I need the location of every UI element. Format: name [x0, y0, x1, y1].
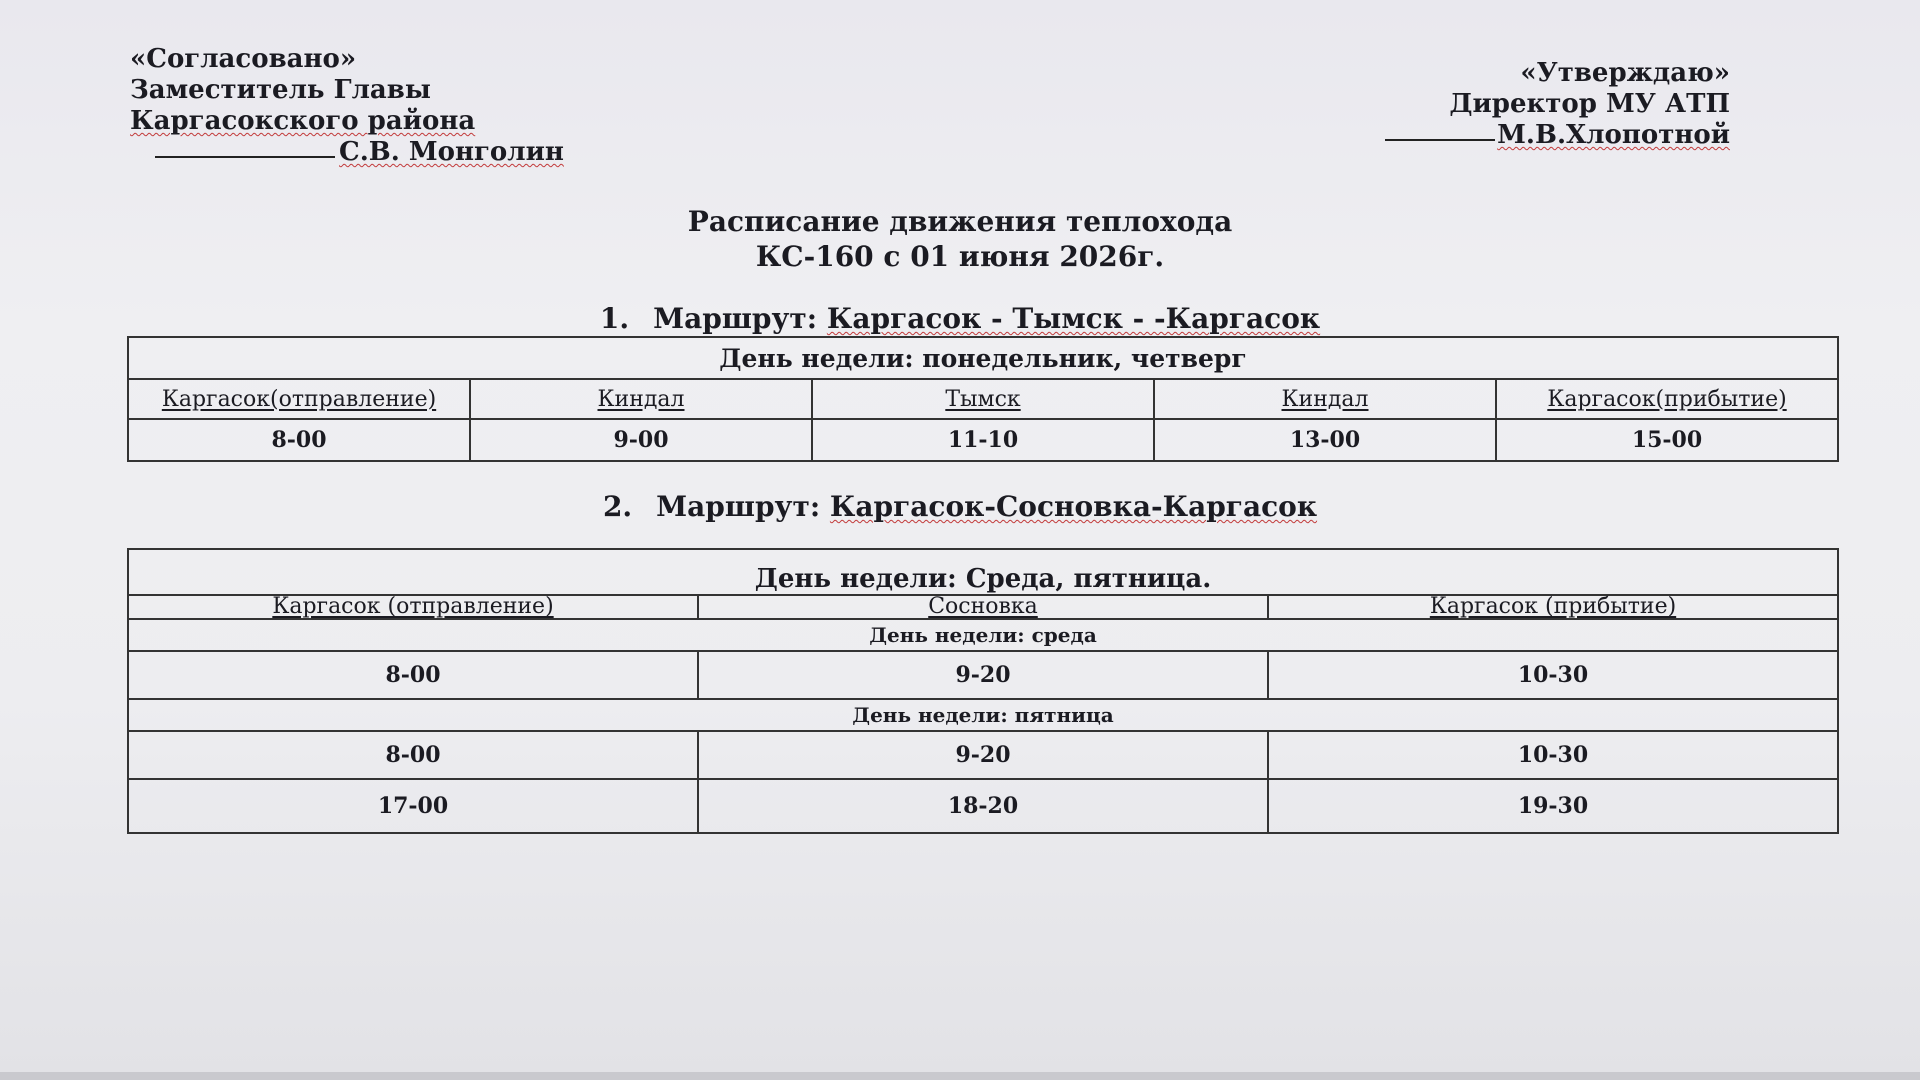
screen-bottom-edge: [0, 1072, 1920, 1080]
time-cell: 8-00: [128, 651, 698, 699]
title-line-1: Расписание движения теплохода: [687, 205, 1233, 238]
table-row: [128, 699, 1838, 731]
approval-right-signature-name: М.В.Хлопотной: [1497, 120, 1730, 150]
table-row: [128, 619, 1838, 651]
route-2-table: [127, 548, 1839, 834]
time-cell: 18-20: [698, 779, 1268, 833]
route-1-name: Каргасок - Тымск - -Каргасок: [826, 302, 1321, 335]
approval-left-signature-name: С.В. Монголин: [339, 137, 564, 167]
time-cell: 11-10: [812, 419, 1154, 461]
column-header: Каргасок (отправление): [272, 594, 554, 619]
time-cell: 9-20: [698, 731, 1268, 779]
table-row: [128, 419, 1838, 461]
time-cell: 8-00: [128, 419, 470, 461]
approval-right-position: Директор МУ АТП: [1449, 89, 1730, 119]
time-cell: 8-00: [128, 731, 698, 779]
title-line-2: КС-160 с 01 июня 2026г.: [755, 240, 1165, 273]
table-header-row: [128, 595, 1838, 619]
table-row: [128, 337, 1838, 379]
time-cell: 10-30: [1268, 731, 1838, 779]
table-row: [128, 549, 1838, 595]
route-1-day-of-week: День недели: понедельник, четверг: [128, 337, 1838, 379]
route-2-heading: [0, 490, 1920, 523]
route-2-number: 2.: [602, 490, 633, 523]
column-header: Каргасок(отправление): [161, 386, 437, 412]
time-cell: 19-30: [1268, 779, 1838, 833]
time-cell: 9-00: [470, 419, 812, 461]
approval-left-district: Каргасокского района: [130, 106, 476, 136]
time-cell: 9-20: [698, 651, 1268, 699]
document-title: [0, 204, 1920, 274]
column-header: Каргасок(прибытие): [1547, 386, 1787, 412]
signature-line: [1385, 138, 1495, 141]
route-1-label: Маршрут:: [653, 302, 818, 335]
route-2-day-of-week: День недели: Среда, пятница.: [128, 549, 1838, 595]
column-header: Каргасок (прибытие): [1429, 594, 1677, 619]
signature-line: [155, 155, 335, 158]
column-header: Тымск: [945, 386, 1021, 412]
table-row: [128, 651, 1838, 699]
wednesday-label: День недели: среда: [128, 619, 1838, 651]
approval-right-heading: «Утверждаю»: [1520, 58, 1730, 88]
route-2-label: Маршрут:: [656, 490, 821, 523]
approval-right-signature-row: [1385, 120, 1730, 151]
route-1-heading: [0, 302, 1920, 335]
approval-left-position: Заместитель Главы: [130, 75, 431, 105]
approval-left-heading: «Согласовано»: [130, 44, 357, 74]
column-header: Киндал: [597, 386, 685, 412]
time-cell: 13-00: [1154, 419, 1496, 461]
table-row: [128, 779, 1838, 833]
column-header: Киндал: [1281, 386, 1369, 412]
route-1-number: 1.: [599, 302, 630, 335]
time-cell: 10-30: [1268, 651, 1838, 699]
approval-left-signature-row: [130, 137, 564, 168]
table-header-row: [128, 379, 1838, 419]
approval-block-right: [1385, 58, 1730, 151]
friday-label: День недели: пятница: [128, 699, 1838, 731]
column-header: Сосновка: [928, 594, 1038, 619]
table-row: [128, 731, 1838, 779]
approval-block-left: [130, 44, 564, 168]
time-cell: 17-00: [128, 779, 698, 833]
route-1-table: [127, 336, 1839, 462]
time-cell: 15-00: [1496, 419, 1838, 461]
route-2-name: Каргасок-Сосновка-Каргасок: [829, 490, 1318, 523]
